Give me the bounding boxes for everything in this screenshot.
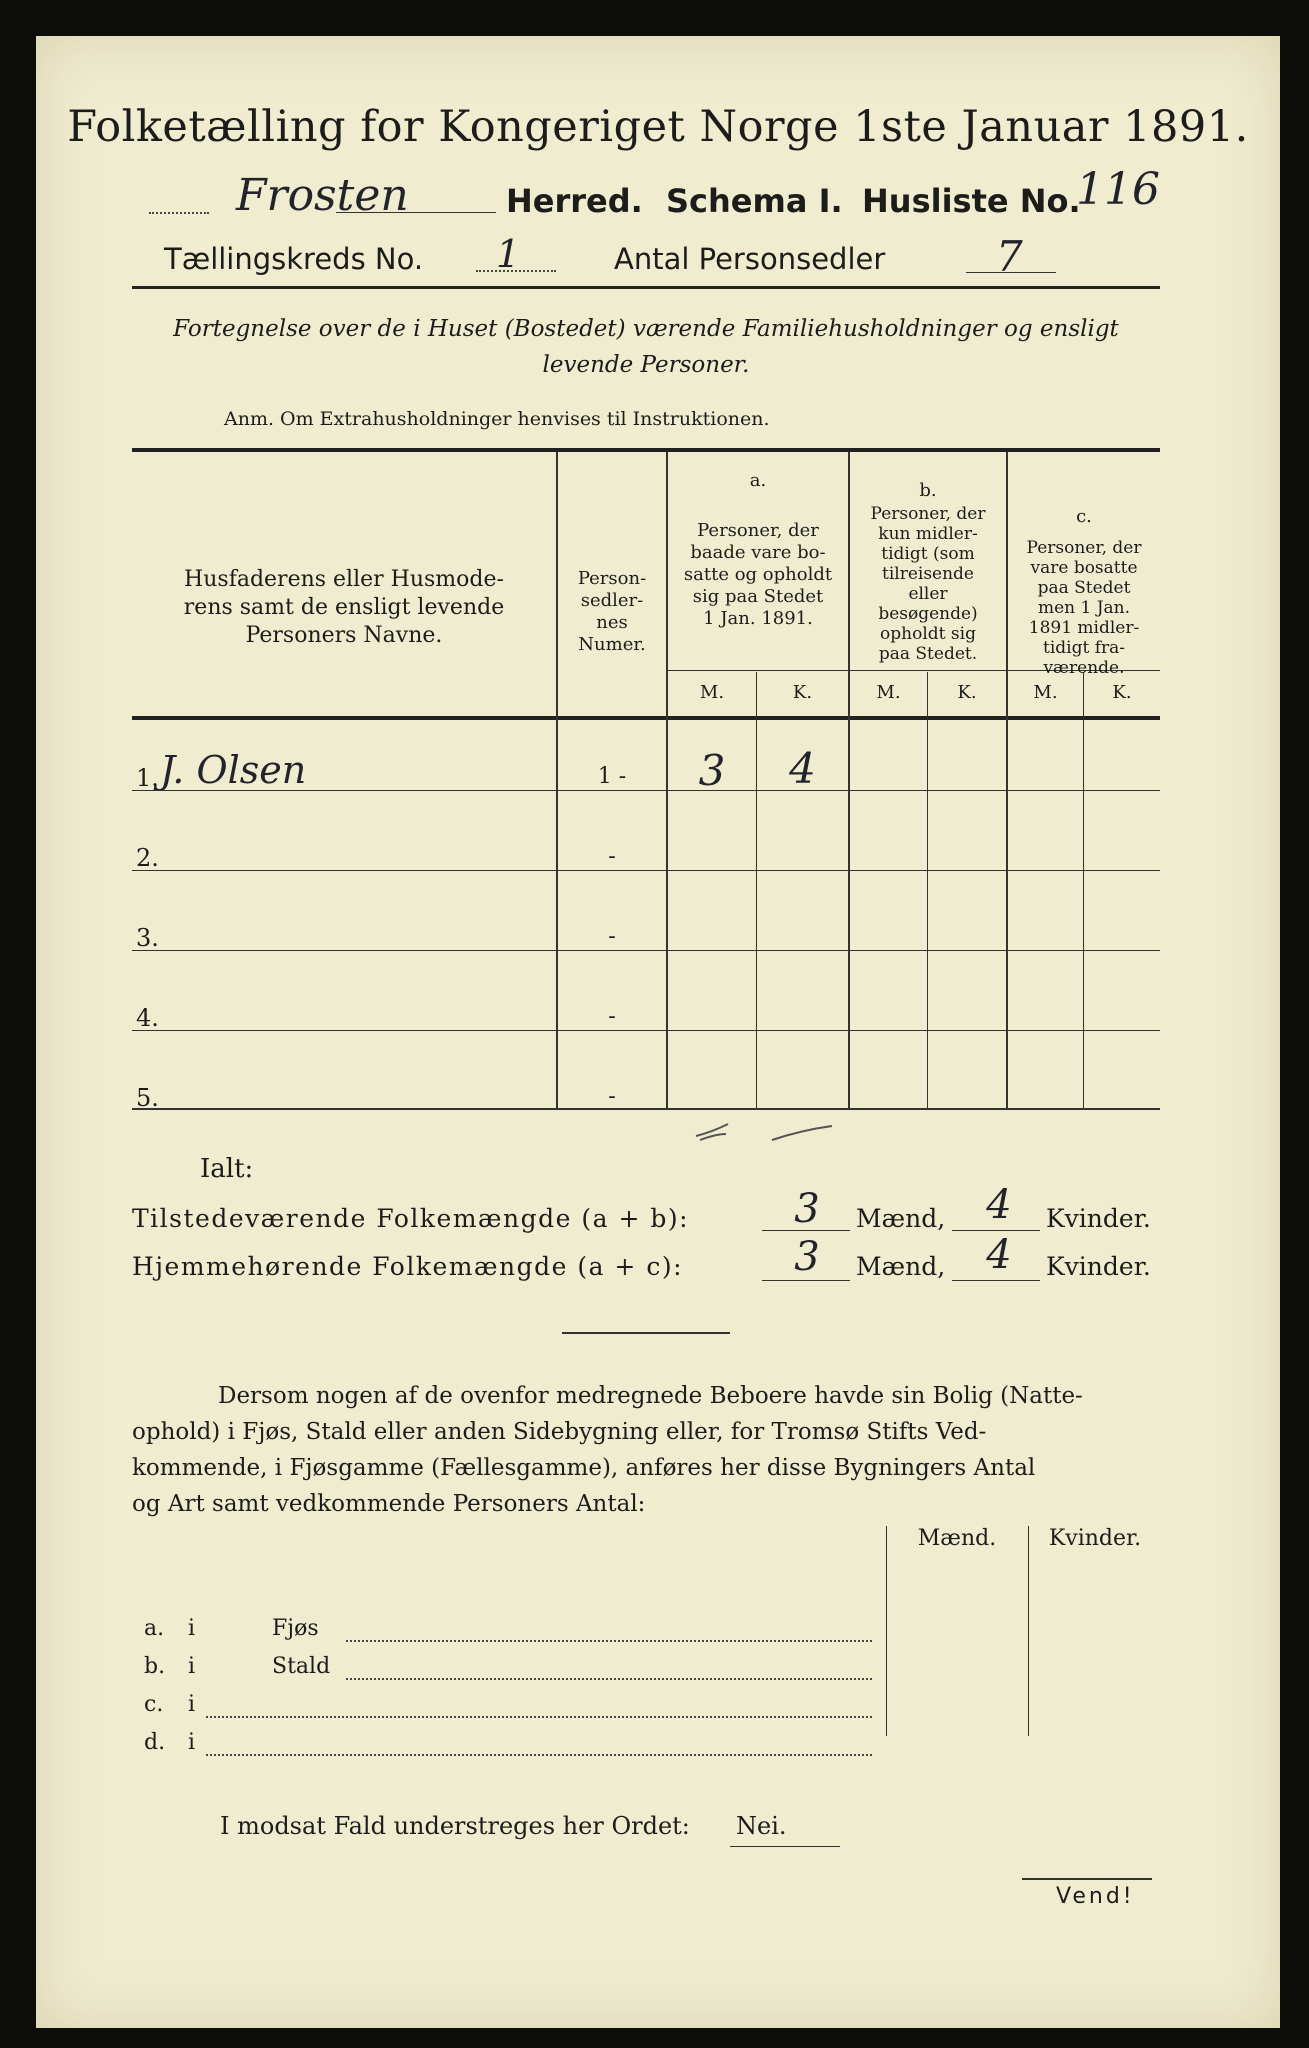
col-names-header-line: rens samt de ensligt levende: [183, 595, 505, 620]
col-b-header-line: eller: [908, 584, 948, 604]
col-num-header: [558, 568, 666, 656]
building-letter: c.: [144, 1692, 164, 1717]
buildings-maend-header: Mænd.: [917, 1526, 997, 1551]
hjemme-m-value: 3: [794, 1234, 820, 1280]
row-rule: [132, 870, 1160, 871]
row-a-k: 4: [789, 744, 816, 793]
col-a-header-line: 1 Jan. 1891.: [703, 608, 813, 629]
col-b-header-line: opholdt sig: [880, 624, 976, 644]
tilstede-kvinder: Kvinder.: [1046, 1204, 1151, 1233]
building-prep: i: [188, 1654, 196, 1679]
buildings-para-line: Dersom nogen af de ovenfor medregnede Beboere havde sin Bolig (Natte-: [218, 1383, 1083, 1409]
col-b-header-line: kun midler-: [878, 524, 978, 544]
row-number: 5.: [136, 1084, 159, 1112]
col-num-header-line: nes: [596, 612, 628, 633]
col-a-header: [668, 520, 848, 630]
row-num: -: [608, 844, 616, 869]
antal-underline: [966, 272, 1056, 273]
herred-underline: [336, 212, 496, 213]
a-m-label: M.: [699, 682, 725, 703]
row-num: 1 -: [597, 764, 627, 789]
building-letter: b.: [144, 1654, 166, 1679]
col-c-header-line: værende.: [1043, 658, 1125, 678]
building-dotline: [206, 1754, 872, 1756]
census-form-sheet: [36, 36, 1280, 2028]
building-label: Fjøs: [272, 1616, 319, 1641]
b-m-label: M.: [876, 682, 901, 703]
col-b-header-line: tilreisende: [881, 564, 974, 584]
c-m-label: M.: [1033, 682, 1058, 703]
buildings-paragraph: [132, 1378, 1162, 1522]
row-number: 4.: [136, 1004, 159, 1032]
col-a-header-line: sig paa Stedet: [692, 586, 824, 607]
row-number: 2.: [136, 844, 159, 872]
hjemme-k-line: [952, 1280, 1040, 1281]
col-a-header-line: satte og opholdt: [683, 564, 833, 585]
vsep-a-mk: [756, 672, 757, 1108]
c-k-label: K.: [1112, 682, 1132, 703]
kreds-value: 1: [496, 232, 521, 276]
mk-rule-b: [850, 670, 1006, 671]
row-rule: [132, 950, 1160, 951]
husliste-value: 116: [1076, 164, 1160, 215]
tilstede-m-value: 3: [794, 1186, 820, 1232]
col-names-header-line: Personers Navne.: [245, 623, 443, 648]
row-name: J. Olsen: [160, 748, 307, 792]
section-divider: [562, 1332, 730, 1334]
col-b-header-line: Personer, der: [870, 504, 986, 524]
row-num: -: [608, 924, 616, 949]
row-rule: [132, 1030, 1160, 1031]
intro-note: Anm. Om Extrahusholdninger henvises til Instruktionen.: [224, 408, 770, 430]
form-title: Folketælling for Kongeriget Norge 1ste Januar 1891.: [67, 102, 1249, 152]
nei-word: Nei.: [736, 1812, 787, 1840]
col-c-header-line: 1891 midler-: [1028, 618, 1140, 638]
buildings-para-line: ophold) i Fjøs, Stald eller anden Sidebygning eller, for Tromsø Stifts Ved-: [132, 1419, 987, 1445]
building-letter: a.: [144, 1616, 165, 1641]
building-prep: i: [188, 1730, 196, 1755]
row-rule: [132, 790, 1160, 791]
col-a-header-line: Personer, der: [697, 520, 819, 541]
row-num: -: [608, 1084, 616, 1109]
vsep-c-mk: [1083, 672, 1084, 1108]
col-num-header-line: Person-: [577, 568, 647, 589]
antal-value: 7: [996, 232, 1023, 281]
pencil-check-marks: [692, 1114, 842, 1154]
col-c-header-line: Personer, der: [1026, 538, 1142, 558]
col-b-header-line: tidigt (som: [881, 544, 975, 564]
herred-value: Frosten: [236, 170, 409, 221]
col-c-header-line: vare bosatte: [1030, 558, 1138, 578]
tilstede-k-value: 4: [986, 1182, 1012, 1228]
tilstede-maend: Mænd,: [856, 1204, 946, 1233]
tilstede-m-line: [762, 1230, 850, 1231]
header-rule: [132, 286, 1160, 289]
col-c-header: [1008, 538, 1160, 678]
hjemme-label: Hjemmehørende Folkemængde (a + c):: [132, 1252, 683, 1281]
buildings-vsep-2: [1028, 1526, 1029, 1736]
col-b-header: [850, 504, 1006, 664]
tilstede-k-line: [952, 1230, 1040, 1231]
tilstede-label: Tilstedeværende Folkemængde (a + b):: [132, 1204, 690, 1233]
col-num-header-line: Numer.: [578, 634, 646, 655]
ialt-label: Ialt:: [200, 1154, 254, 1184]
kreds-dotline: [476, 270, 556, 272]
vsep-b-mk: [927, 672, 928, 1108]
col-b-header-line: besøgende): [878, 604, 978, 624]
col-b-letter: b.: [919, 480, 937, 501]
vend-label: Vend!: [1056, 1884, 1135, 1909]
nei-underline: [730, 1846, 840, 1847]
mk-rule-a: [668, 670, 848, 671]
building-dotline: [206, 1716, 872, 1718]
col-c-header-line: men 1 Jan.: [1037, 598, 1131, 618]
col-c-header-line: paa Stedet: [1037, 578, 1131, 598]
col-a-letter: a.: [749, 470, 767, 491]
herred-dotline: [149, 212, 209, 214]
building-prep: i: [188, 1692, 196, 1717]
hjemme-maend: Mænd,: [856, 1252, 946, 1281]
building-letter: d.: [144, 1730, 166, 1755]
buildings-kvinder-header: Kvinder.: [1048, 1526, 1142, 1551]
row-num: -: [608, 1004, 616, 1029]
antal-label: Antal Personsedler: [614, 242, 886, 276]
a-k-label: K.: [792, 682, 813, 703]
buildings-para-line: kommende, i Fjøsgamme (Fællesgamme), anføres her disse Bygningers Antal: [132, 1455, 1036, 1481]
kreds-label: Tællingskreds No.: [164, 242, 424, 276]
row-number: 3.: [136, 924, 159, 952]
building-dotline: [346, 1640, 872, 1642]
building-label: Stald: [272, 1654, 331, 1679]
col-a-header-line: baade vare bo-: [690, 542, 826, 563]
col-names-header: [132, 566, 556, 650]
col-num-header-line: sedler-: [580, 590, 644, 611]
row-a-m: 3: [698, 746, 726, 795]
buildings-para-line: og Art samt vedkommende Personers Antal:: [132, 1491, 646, 1517]
row-number: 1.: [136, 764, 159, 792]
intro-line2: levende Personer.: [542, 352, 750, 378]
vend-rule: [1022, 1878, 1152, 1880]
col-names-header-line: Husfaderens eller Husmode-: [184, 567, 504, 592]
modsat-text: I modsat Fald understreges her Ordet:: [220, 1812, 690, 1840]
husliste-label: Husliste No.: [862, 182, 1081, 220]
hjemme-k-value: 4: [986, 1232, 1012, 1278]
schema-label: Schema I.: [666, 182, 843, 220]
building-dotline: [346, 1678, 872, 1680]
intro-line1: Fortegnelse over de i Huset (Bostedet) værende Familiehusholdninger og ensligt: [173, 316, 1119, 342]
b-k-label: K.: [957, 682, 977, 703]
col-c-header-line: tidigt fra-: [1042, 638, 1125, 658]
hjemme-m-line: [762, 1280, 850, 1281]
col-c-letter: c.: [1076, 506, 1092, 527]
col-b-header-line: paa Stedet.: [878, 644, 978, 664]
hjemme-kvinder: Kvinder.: [1046, 1252, 1151, 1281]
buildings-vsep-1: [886, 1526, 887, 1736]
herred-label: Herred.: [506, 182, 643, 220]
building-prep: i: [188, 1616, 196, 1641]
